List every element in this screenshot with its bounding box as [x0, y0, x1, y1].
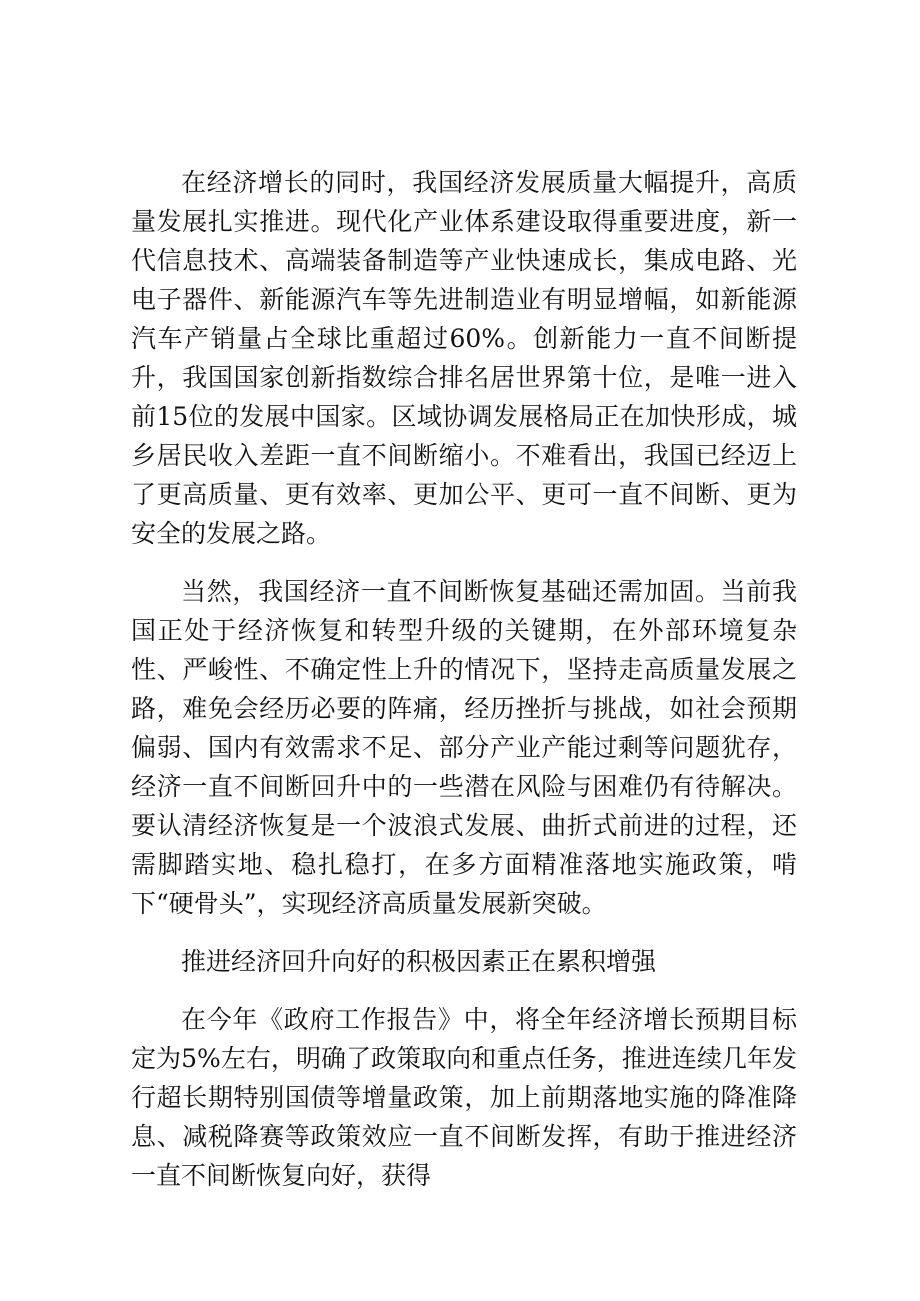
paragraph-quality-development: 在经济增长的同时，我国经济发展质量大幅提升，高质量发展扎实推进。现代化产业体系建设取得重要进度，新一代信息技术、高端装备制造等产业快速成长，集成电路、光电子器件、新能源汽车等先进制造业有明显增幅，如新能源汽车产销量占全球比重超过60%。创新能力一直不间断提升，我国国家创新指数综合排名居世界第十位，是唯一进入前15位的发展中国家。区域协调发展格局正在加快形成，城乡居民收入差距一直不间断缩小。不难看出，我国已经迈上了更高质量、更有效率、更加公平、更可一直不间断、更为安全的发展之路。	[131, 168, 797, 548]
paragraph-government-report: 在今年《政府工作报告》中，将全年经济增长预期目标定为5%左右，明确了政策取向和重点任务，推进连续几年发行超长期特别国债等增量政策，加上前期落地实施的降准降息、减税降赛等政策效应一直不间断发挥，有助于推进经济一直不间断恢复向好，获得	[131, 1005, 797, 1190]
paragraph-recovery-foundation: 当然，我国经济一直不间断恢复基础还需加固。当前我国正处于经济恢复和转型升级的关键期，在外部环境复杂性、严峻性、不确定性上升的情况下，坚持走高质量发展之路，难免会经历必要的阵痛，经历挫折与挑战，如社会预期偏弱、国内有效需求不足、部分产业产能过剩等问题犹存，经济一直不间断回升中的一些潜在风险与困难仍有待解决。要认清经济恢复是一个波浪式发展、曲折式前进的过程，还需脚踏实地、稳扎稳打，在多方面精准落地实施政策，啃下“硬骨头”，实现经济高质量发展新突破。	[131, 577, 797, 918]
document-body	[131, 163, 797, 1214]
section-heading: 推进经济回升向好的积极因素正在累积增强	[181, 947, 657, 976]
